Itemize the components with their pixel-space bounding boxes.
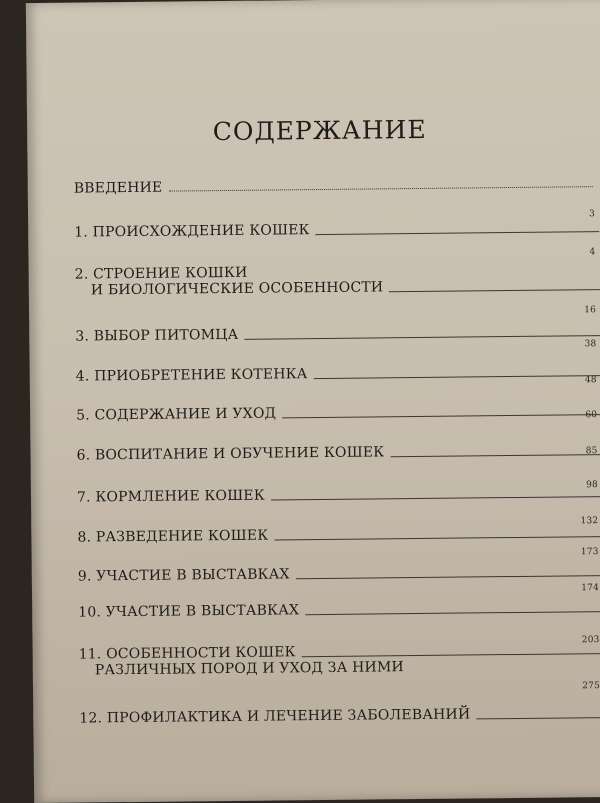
toc-leader [302,652,600,657]
book-page [26,0,600,803]
toc-page-number: 132 [580,516,599,527]
toc-leader [390,453,600,457]
toc-page-number: 98 [585,480,598,491]
toc-leader [282,413,600,418]
toc-entry-title: 4. ПРИОБРЕТЕНИЕ КОТЕНКА [75,366,308,385]
toc-leader [314,374,600,379]
toc-page-number: 174 [581,583,600,594]
toc-entry-title: 9. УЧАСТИЕ В ВЫСТАВКАХ [77,566,290,585]
toc-page-number: 173 [580,547,599,558]
toc-entry-title: 12. ПРОФИЛАКТИКА И ЛЕЧЕНИЕ ЗАБОЛЕВАНИЙ [79,706,471,727]
toc-leader [389,288,600,292]
toc-entry-title: 10. УЧАСТИЕ В ВЫСТАВКАХ [78,602,300,621]
toc-page-number: 38 [584,339,597,350]
toc-leader [305,610,600,615]
toc-entry-12 [79,681,600,727]
toc-entry-4 [76,363,600,384]
toc-page-number: 275 [582,681,600,692]
toc-leader [274,535,600,540]
toc-entry-2 [74,261,600,316]
toc-entry-title: ВВЕДЕНИЕ [73,179,163,197]
toc-entry-title: 1. ПРОИСХОЖДЕНИЕ КОШЕК [74,222,310,241]
toc-page-number: 203 [581,635,600,646]
toc-entry-7 [76,480,600,506]
toc-entry-6 [76,442,600,463]
toc-entry-intro [73,175,599,220]
toc-entry-5 [76,402,600,423]
toc-entry-title: 5. СОДЕРЖАНИЕ И УХОД [76,405,277,424]
toc-page-number: 60 [585,410,598,421]
toc-entry-8 [77,516,600,546]
toc-leader [296,574,600,579]
toc-leader [168,185,592,191]
toc-entry-title: 6. ВОСПИТАНИЕ И ОБУЧЕНИЕ КОШЕК [76,444,385,464]
toc-page-number: 85 [585,446,598,457]
toc-entry-9 [77,547,600,585]
toc-entry-11 [78,635,600,679]
toc-entry-title-cont: РАЗЛИЧНЫХ ПОРОД И УХОД ЗА НИМИ [94,659,404,679]
toc-page-number: 4 [589,247,596,258]
toc-leader [316,230,600,235]
toc-entry-3 [75,323,600,350]
toc-entry-10 [78,583,600,621]
toc-entry-title-line: 2. СТРОЕНИЕ КОШКИ [74,264,248,283]
toc-entry-title: 8. РАЗВЕДЕНИЕ КОШЕК [77,527,269,546]
toc-leader [271,495,600,500]
toc-page-number: 16 [584,305,597,316]
toc-entry-title-cont: И БИОЛОГИЧЕСКИЕ ОСОБЕННОСТИ [90,279,384,299]
page-title: СОДЕРЖАНИЕ [212,114,427,147]
toc-page-number: 48 [584,375,597,386]
toc-entry-title: 11. ОСОБЕННОСТИ КОШЕК [78,644,296,663]
toc-entry-1 [74,219,599,258]
toc-leader [244,334,600,340]
toc-leader [476,716,600,719]
toc-page-number: 3 [589,209,596,220]
toc-entry-title: 7. КОРМЛЕНИЕ КОШЕК [76,487,265,506]
toc-entry-title: 3. ВЫБОР ПИТОМЦА [75,326,239,345]
